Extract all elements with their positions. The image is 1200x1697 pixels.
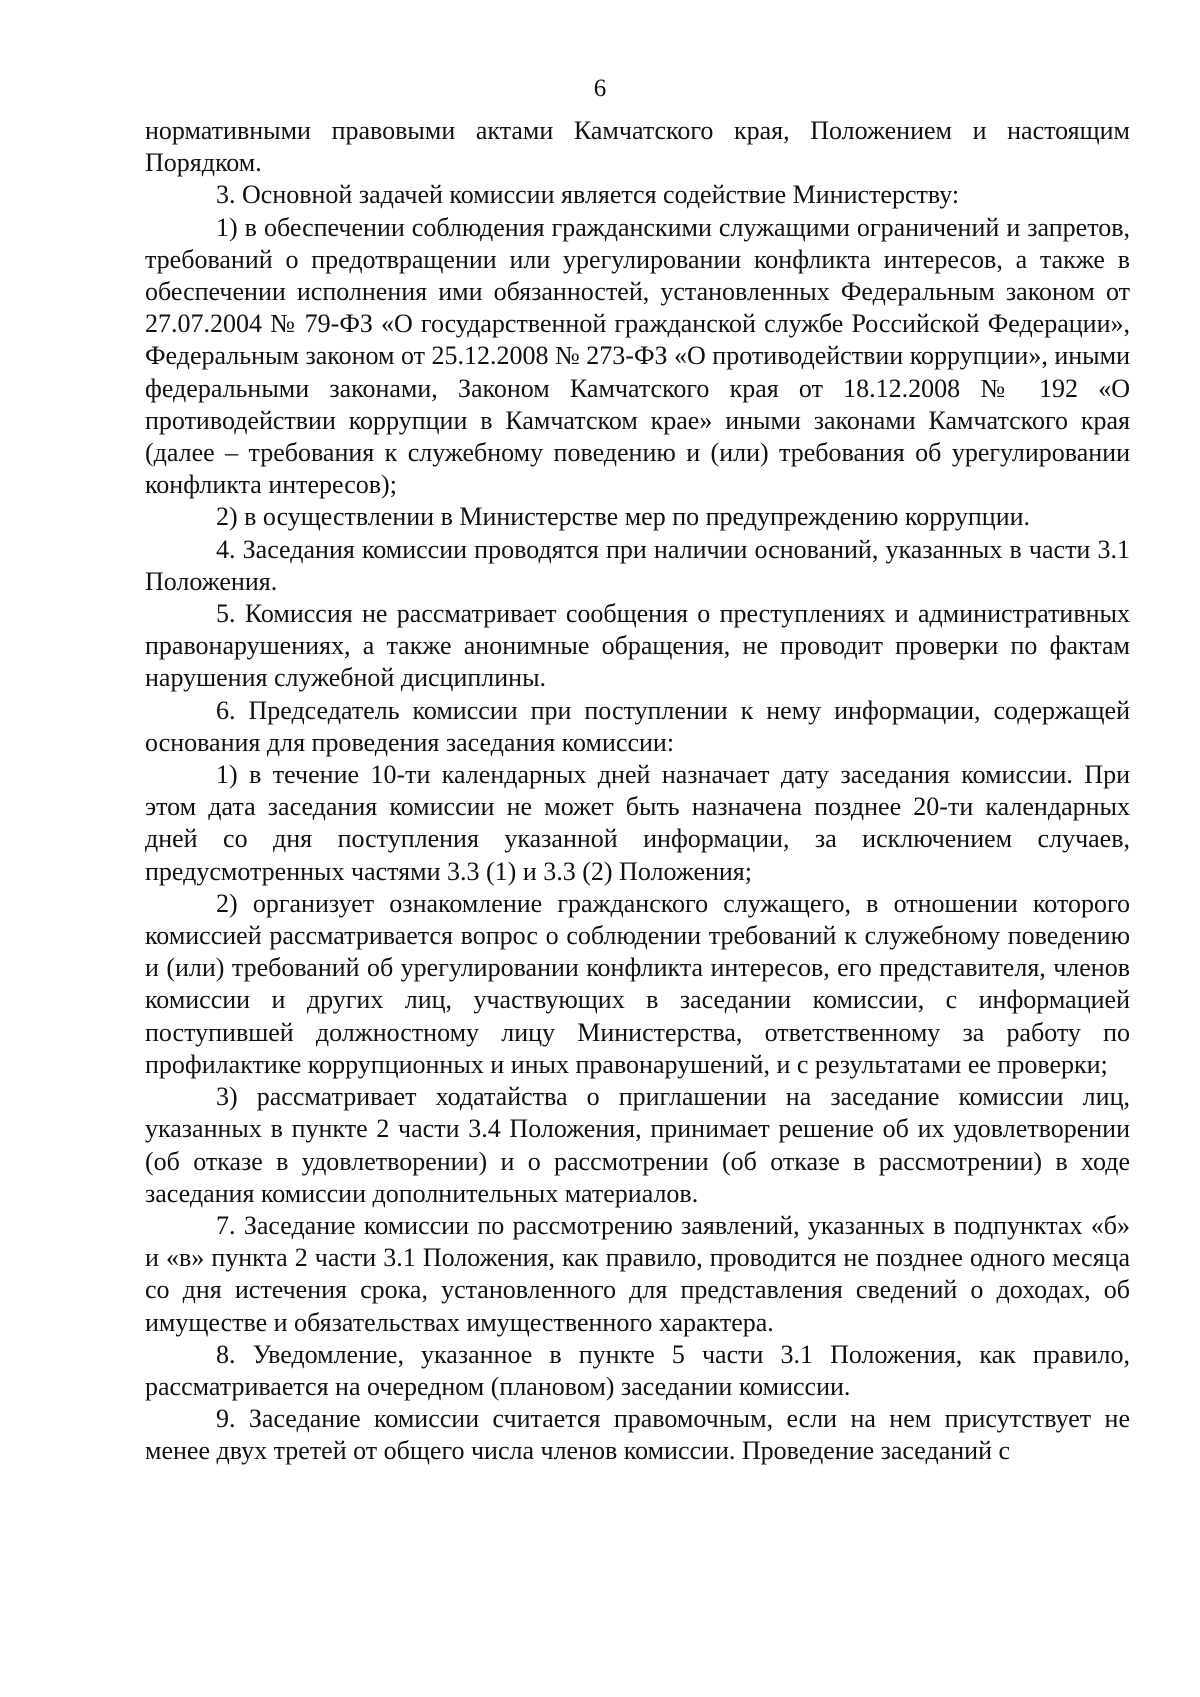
paragraph-continuation: нормативными правовыми актами Камчатского края, Положением и настоящим Порядком. (145, 116, 1130, 178)
paragraph-item-8: 8. Уведомление, указанное в пункте 5 части 3.1 Положения, как правило, рассматривается на очередном (плановом) заседании комиссии. (145, 1339, 1130, 1401)
paragraph-item-6: 6. Председатель комиссии при поступлении к нему информации, содержащей основания для проведения заседания комиссии: (145, 695, 1130, 757)
paragraph-item-3-2: 2) в осуществлении в Министерстве мер по предупреждению коррупции. (216, 502, 1031, 532)
document-body (145, 115, 1130, 1468)
paragraph-item-4: 4. Заседания комиссии проводятся при наличии оснований, указанных в части 3.1 Положения. (145, 534, 1130, 596)
paragraph-item-7: 7. Заседание комиссии по рассмотрению заявлений, указанных в подпунктах «б» и «в» пункта 2 части 3.1 Положения, как правило, проводится не позднее одного месяца со дня истечения срока, установленного для представления сведений о доходах, об имуществе и обязательствах имущественного характера. (145, 1210, 1130, 1337)
paragraph-item-3: 3. Основной задачей комиссии является содействие Министерству: (216, 180, 960, 210)
paragraph-item-9: 9. Заседание комиссии считается правомочным, если на нем присутствует не менее двух третей от общего числа членов комиссии. Проведение заседаний с (145, 1404, 1130, 1466)
paragraph-item-6-3: 3) рассматривает ходатайства о приглашении на заседание комиссии лиц, указанных в пункте 2 части 3.4 Положения, принимает решение об их удовлетворении (об отказе в удовлетворении) и о рассмотрении (об отказе в рассмотрении) в ходе заседания комиссии дополнительных материалов. (145, 1082, 1130, 1208)
paragraph-item-6-1: 1) в течение 10-ти календарных дней назначает дату заседания комиссии. При этом дата заседания комиссии не может быть назначена позднее 20-ти календарных дней со дня поступления указанной информации, за исключением случаев, предусмотренных частями 3.3 (1) и 3.3 (2) Положения; (145, 760, 1130, 886)
paragraph-item-6-2: 2) организует ознакомление гражданского служащего, в отношении которого комиссией рассматривается вопрос о соблюдении требований к служебному поведению и (или) требований об урегулировании конфликта интересов, его представителя, членов комиссии и других лиц, участвующих в заседании комиссии, с информацией поступившей должностному лицу Министерства, ответственному за работу по профилактике коррупционных и иных правонарушений, и с результатами ее проверки; (145, 888, 1130, 1079)
page-number: 6 (593, 75, 607, 102)
paragraph-item-3-1: 1) в обеспечении соблюдения гражданскими служащими ограничений и запретов, требований о предотвращении или урегулировании конфликта интересов, а также в обеспечении исполнения ими обязанностей, установленных Федеральным законом от 27.07.2004 № 79-ФЗ «О государственной гражданской службе Российской Федерации», Федеральным законом от 25.12.2008 № 273-ФЗ «О противодействии коррупции», иными федеральными законами, Законом Камчатского края от 18.12.2008 № 192 «О противодействии коррупции в Камчатском крае» иными законами Камчатского края (далее – требования к служебному поведению и (или) требования об урегулировании конфликта интересов); (145, 212, 1130, 500)
paragraph-item-5: 5. Комиссия не рассматривает сообщения о преступлениях и административных правонарушениях, а также анонимные обращения, не проводит проверки по фактам нарушения служебной дисциплины. (145, 599, 1130, 693)
